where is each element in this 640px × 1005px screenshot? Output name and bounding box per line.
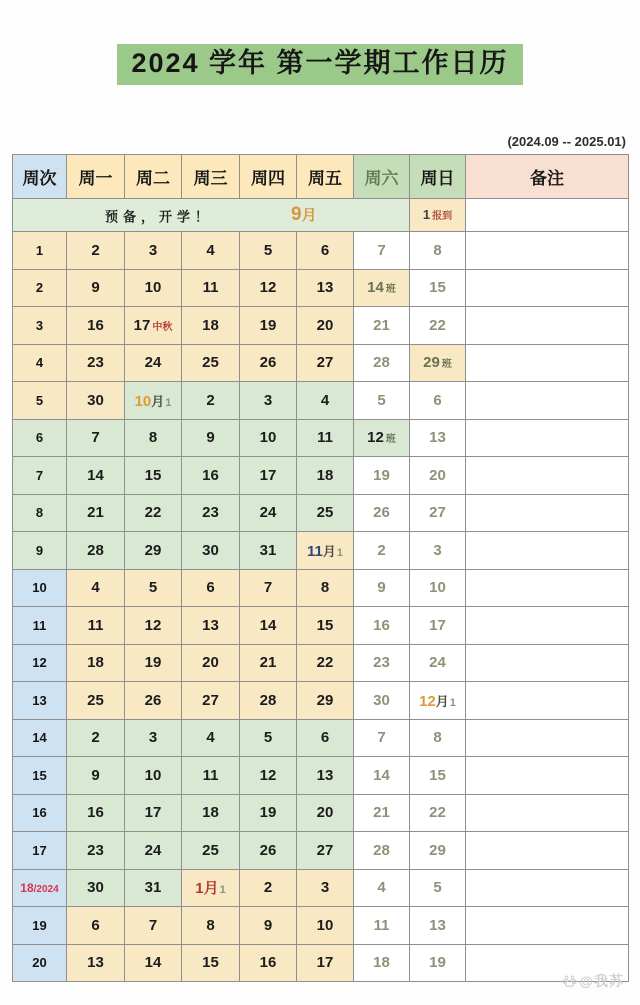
day-cell: 14 xyxy=(125,944,182,982)
week-row-18 xyxy=(13,869,629,907)
week-number-cell: 2 xyxy=(13,269,67,307)
week-number-cell: 4 xyxy=(13,344,67,382)
day-cell: 4 xyxy=(354,869,410,907)
day-cell: 20 xyxy=(410,457,466,495)
day-cell: 31 xyxy=(240,532,297,570)
day-cell: 17 xyxy=(125,794,182,832)
day-cell: 25 xyxy=(297,494,354,532)
day-cell: 26 xyxy=(240,344,297,382)
notes-cell xyxy=(466,607,629,645)
day-cell: 9 xyxy=(67,269,125,307)
week-row-6 xyxy=(13,419,629,457)
day-cell: 13 xyxy=(297,269,354,307)
header-wednesday: 周三 xyxy=(182,155,240,199)
day-cell: 23 xyxy=(67,832,125,870)
day-cell: 28 xyxy=(354,832,410,870)
week-number-cell: 17 xyxy=(13,832,67,870)
september-month-label: 9月 xyxy=(291,204,317,225)
day-cell: 2 xyxy=(182,382,240,420)
page-title: 2024 学年 第一学期工作日历 xyxy=(117,44,522,85)
week-row-17 xyxy=(13,832,629,870)
week-row-2 xyxy=(13,269,629,307)
day-cell: 19 xyxy=(410,944,466,982)
day-cell: 12 xyxy=(240,757,297,795)
day-cell: 27 xyxy=(182,682,240,720)
day-cell: 27 xyxy=(297,344,354,382)
day-cell: 8 xyxy=(410,719,466,757)
header-notes: 备注 xyxy=(466,155,629,199)
day-cell: 10 xyxy=(125,269,182,307)
day-cell: 30 xyxy=(67,869,125,907)
day-cell: 9 xyxy=(182,419,240,457)
day-cell: 3 xyxy=(125,719,182,757)
day-cell: 10 xyxy=(410,569,466,607)
day-cell: 13 xyxy=(182,607,240,645)
day-cell: 29 xyxy=(410,832,466,870)
notes-cell xyxy=(466,419,629,457)
day-cell: 11 xyxy=(297,419,354,457)
notes-cell xyxy=(466,682,629,720)
day-cell: 21 xyxy=(240,644,297,682)
day-cell: 14 xyxy=(240,607,297,645)
semester-date-range: (2024.09 -- 2025.01) xyxy=(507,134,626,149)
day-cell: 3 xyxy=(240,382,297,420)
day-cell: 16 xyxy=(67,794,125,832)
day-cell: 2 xyxy=(67,232,125,270)
watermark xyxy=(562,971,624,991)
day-cell: 16 xyxy=(240,944,297,982)
day-cell: 18 xyxy=(182,307,240,345)
week-row-14 xyxy=(13,719,629,757)
day-cell: 14 xyxy=(67,457,125,495)
notes-cell xyxy=(466,457,629,495)
notes-cell xyxy=(466,644,629,682)
day-cell: 4 xyxy=(67,569,125,607)
day-cell: 29 班 xyxy=(410,344,466,382)
day-cell: 27 xyxy=(297,832,354,870)
week-number-cell: 20 xyxy=(13,944,67,982)
day-cell: 6 xyxy=(297,232,354,270)
week-number-cell: 5 xyxy=(13,382,67,420)
week-number-cell: 3 xyxy=(13,307,67,345)
day-cell: 13 xyxy=(410,419,466,457)
day-cell: 19 xyxy=(125,644,182,682)
day-cell: 20 xyxy=(182,644,240,682)
day-cell: 3 xyxy=(410,532,466,570)
notes-cell xyxy=(466,307,629,345)
day-cell: 24 xyxy=(125,832,182,870)
day-cell: 14 班 xyxy=(354,269,410,307)
week-number-cell: 16 xyxy=(13,794,67,832)
week-number-cell: 19 xyxy=(13,907,67,945)
day-cell: 19 xyxy=(240,794,297,832)
day-cell: 18 xyxy=(297,457,354,495)
day-cell: 21 xyxy=(354,794,410,832)
week-number-cell: 15 xyxy=(13,757,67,795)
day-cell: 11 xyxy=(182,269,240,307)
notes-cell xyxy=(466,757,629,795)
day-cell: 10 xyxy=(240,419,297,457)
day-cell: 26 xyxy=(240,832,297,870)
day-cell: 3 xyxy=(297,869,354,907)
day-cell: 19 xyxy=(240,307,297,345)
week-number-cell: 13 xyxy=(13,682,67,720)
day-cell: 7 xyxy=(354,232,410,270)
day-cell: 31 xyxy=(125,869,182,907)
day-cell: 12 班 xyxy=(354,419,410,457)
week-number-cell: 10 xyxy=(13,569,67,607)
day-cell: 25 xyxy=(67,682,125,720)
handwritten-note: 预备，开学！ xyxy=(105,208,214,224)
week-row-16 xyxy=(13,794,629,832)
day-cell: 24 xyxy=(410,644,466,682)
week-row-19 xyxy=(13,907,629,945)
day-cell: 2 xyxy=(354,532,410,570)
day-cell: 28 xyxy=(67,532,125,570)
day-cell: 25 xyxy=(182,832,240,870)
notes-cell xyxy=(466,232,629,270)
notes-cell xyxy=(466,869,629,907)
week-number-cell: 1 xyxy=(13,232,67,270)
notes-cell xyxy=(466,532,629,570)
notes-cell xyxy=(466,199,629,232)
day-cell: 16 xyxy=(354,607,410,645)
day-cell: 8 xyxy=(297,569,354,607)
notes-cell xyxy=(466,494,629,532)
day-cell: 22 xyxy=(125,494,182,532)
day-cell: 9 xyxy=(354,569,410,607)
day-cell: 4 xyxy=(297,382,354,420)
header-tuesday: 周二 xyxy=(125,155,182,199)
week-number-cell: 12 xyxy=(13,644,67,682)
week-row-15 xyxy=(13,757,629,795)
registration-tag: 报到 xyxy=(432,211,453,222)
day-cell: 24 xyxy=(125,344,182,382)
day-cell: 13 xyxy=(410,907,466,945)
day-cell: 14 xyxy=(354,757,410,795)
week-row-8 xyxy=(13,494,629,532)
week-number-cell: 14 xyxy=(13,719,67,757)
day-cell: 2 xyxy=(67,719,125,757)
day-cell: 23 xyxy=(67,344,125,382)
day-cell: 6 xyxy=(182,569,240,607)
day-cell: 9 xyxy=(240,907,297,945)
day-cell: 26 xyxy=(125,682,182,720)
day-cell: 30 xyxy=(354,682,410,720)
day-cell: 18 xyxy=(354,944,410,982)
day-cell: 21 xyxy=(67,494,125,532)
day-cell: 17 中秋 xyxy=(125,307,182,345)
day-cell: 9 xyxy=(67,757,125,795)
day-cell: 11 xyxy=(354,907,410,945)
day-cell: 11月1 xyxy=(297,532,354,570)
day-cell: 15 xyxy=(410,269,466,307)
notes-cell xyxy=(466,832,629,870)
day-cell: 5 xyxy=(125,569,182,607)
september-merged-cell xyxy=(13,199,410,232)
week-row-1 xyxy=(13,232,629,270)
day-cell: 22 xyxy=(410,794,466,832)
day-cell: 13 xyxy=(67,944,125,982)
notes-cell xyxy=(466,569,629,607)
week-number-cell: 8 xyxy=(13,494,67,532)
header-week-number: 周次 xyxy=(13,155,67,199)
header-monday: 周一 xyxy=(67,155,125,199)
week-row-5 xyxy=(13,382,629,420)
week-row-3 xyxy=(13,307,629,345)
week-number-cell: 7 xyxy=(13,457,67,495)
week-number-cell: 11 xyxy=(13,607,67,645)
day-cell: 20 xyxy=(297,794,354,832)
day-cell: 16 xyxy=(67,307,125,345)
day-cell: 5 xyxy=(410,869,466,907)
day-cell: 27 xyxy=(410,494,466,532)
notes-cell xyxy=(466,344,629,382)
day-cell: 7 xyxy=(240,569,297,607)
day-cell: 7 xyxy=(67,419,125,457)
paw-icon xyxy=(562,974,577,989)
notes-cell xyxy=(466,907,629,945)
week-number-cell: 9 xyxy=(13,532,67,570)
header-saturday: 周六 xyxy=(354,155,410,199)
week-row-9 xyxy=(13,532,629,570)
day-cell: 17 xyxy=(410,607,466,645)
day-cell: 16 xyxy=(182,457,240,495)
day-cell: 25 xyxy=(182,344,240,382)
header-row xyxy=(13,155,629,199)
day-cell: 17 xyxy=(297,944,354,982)
day-cell: 21 xyxy=(354,307,410,345)
notes-cell xyxy=(466,794,629,832)
week-number-cell: 6 xyxy=(13,419,67,457)
header-friday: 周五 xyxy=(297,155,354,199)
day-cell: 15 xyxy=(182,944,240,982)
day-cell: 2 xyxy=(240,869,297,907)
day-cell: 22 xyxy=(410,307,466,345)
day-cell: 15 xyxy=(410,757,466,795)
day-cell: 20 xyxy=(297,307,354,345)
day-cell: 13 xyxy=(297,757,354,795)
day-cell: 4 xyxy=(182,719,240,757)
day-cell: 5 xyxy=(240,719,297,757)
week-row-7 xyxy=(13,457,629,495)
september-1-cell: 1 报到 xyxy=(410,199,466,232)
header-thursday: 周四 xyxy=(240,155,297,199)
day-cell: 6 xyxy=(297,719,354,757)
day-cell: 29 xyxy=(297,682,354,720)
day-cell: 12 xyxy=(240,269,297,307)
day-cell: 10 xyxy=(297,907,354,945)
notes-cell xyxy=(466,269,629,307)
day-cell: 7 xyxy=(125,907,182,945)
day-cell: 24 xyxy=(240,494,297,532)
page-header xyxy=(0,44,640,85)
day-cell: 5 xyxy=(240,232,297,270)
day-cell: 4 xyxy=(182,232,240,270)
day-cell: 8 xyxy=(125,419,182,457)
day-cell: 6 xyxy=(67,907,125,945)
day-cell: 1月1 xyxy=(182,869,240,907)
day-cell: 6 xyxy=(410,382,466,420)
notes-cell xyxy=(466,719,629,757)
day-cell: 7 xyxy=(354,719,410,757)
day-cell: 18 xyxy=(182,794,240,832)
day-cell: 12 xyxy=(125,607,182,645)
day-cell: 8 xyxy=(182,907,240,945)
day-cell: 10 xyxy=(125,757,182,795)
week-row-20 xyxy=(13,944,629,982)
week-number-cell: 18/2024 xyxy=(13,869,67,907)
day-cell: 23 xyxy=(182,494,240,532)
week-row-11 xyxy=(13,607,629,645)
week-row-10 xyxy=(13,569,629,607)
day-cell: 15 xyxy=(125,457,182,495)
day-cell: 28 xyxy=(240,682,297,720)
day-cell: 11 xyxy=(182,757,240,795)
day-cell: 17 xyxy=(240,457,297,495)
day-cell: 10月1 xyxy=(125,382,182,420)
september-intro-row xyxy=(13,199,629,232)
notes-cell xyxy=(466,382,629,420)
day-cell: 12月1 xyxy=(410,682,466,720)
day-cell: 22 xyxy=(297,644,354,682)
watermark-text: @我苏 xyxy=(579,973,624,989)
week-row-13 xyxy=(13,682,629,720)
day-cell: 19 xyxy=(354,457,410,495)
day-cell: 29 xyxy=(125,532,182,570)
day-cell: 15 xyxy=(297,607,354,645)
day-cell: 23 xyxy=(354,644,410,682)
day-cell: 28 xyxy=(354,344,410,382)
header-sunday: 周日 xyxy=(410,155,466,199)
week-row-4 xyxy=(13,344,629,382)
semester-calendar-table xyxy=(12,154,629,982)
day-cell: 18 xyxy=(67,644,125,682)
day-cell: 30 xyxy=(182,532,240,570)
day-cell: 26 xyxy=(354,494,410,532)
day-cell: 30 xyxy=(67,382,125,420)
day-cell: 11 xyxy=(67,607,125,645)
day-cell: 8 xyxy=(410,232,466,270)
day-cell: 5 xyxy=(354,382,410,420)
week-row-12 xyxy=(13,644,629,682)
day-cell: 3 xyxy=(125,232,182,270)
